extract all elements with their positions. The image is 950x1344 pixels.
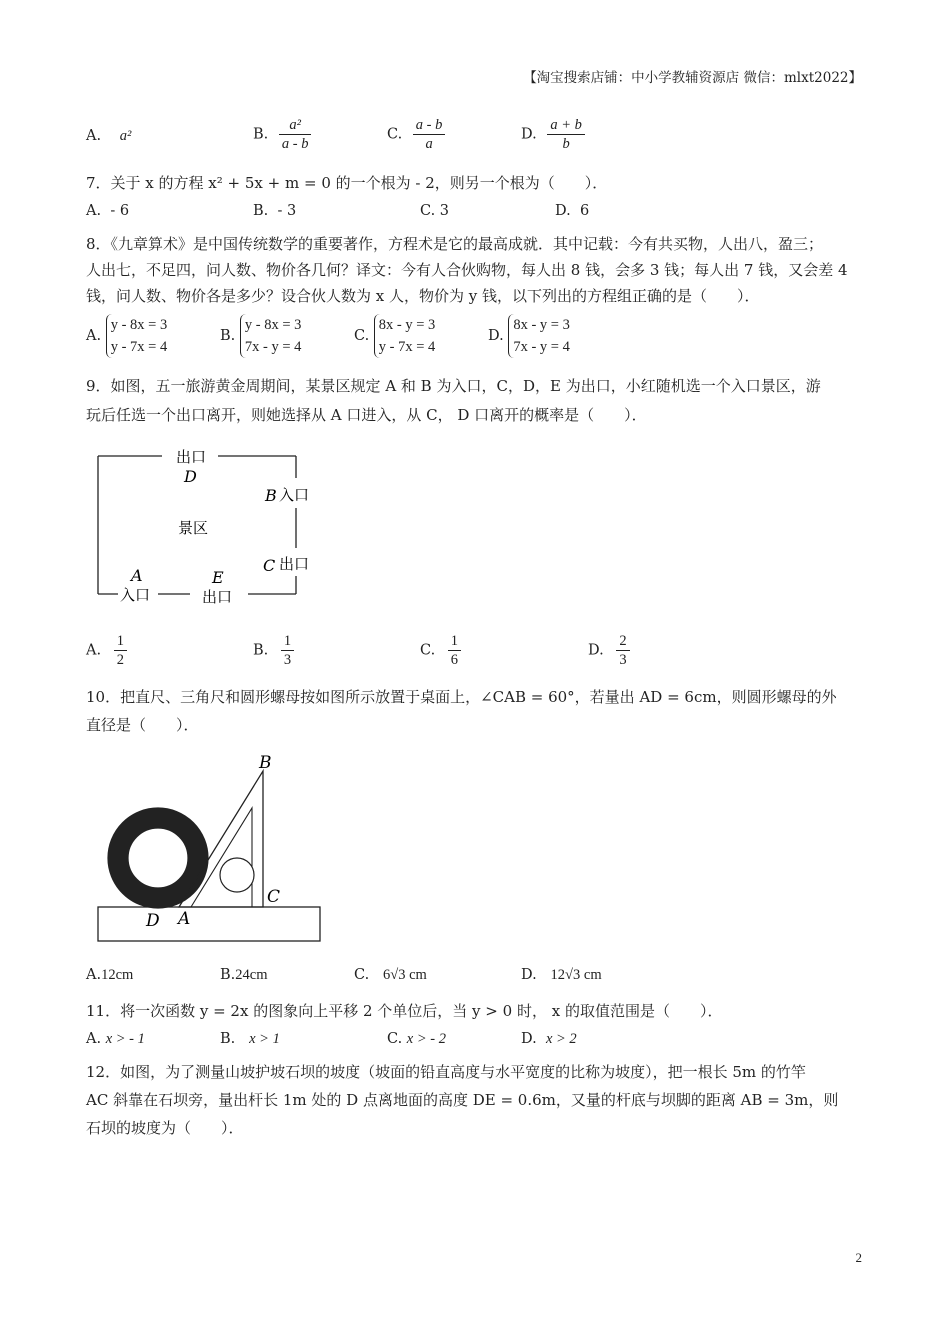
q10-label-D: D [146,911,160,931]
q10-small-circle [220,858,254,892]
q10-line2: 直径是（ ）． [86,716,199,734]
q9-option-b: B. $\frac{1}{3}$ [253,632,294,669]
q9-scenic-area-figure [90,440,330,610]
page-number: 2 [855,1250,862,1265]
q10-label-C: C [267,887,281,907]
q8-line3: 钱，问人数、物价各是多少？设合伙人数为 x 人，物价为 y 钱，以下列出的方程组正确的是（ ）． [86,287,760,305]
q8-option-a: A. y - 8x = 3 y - 7x = 4 [86,314,167,358]
q8-line1: 8．《九章算术》是中国传统数学的重要著作，方程术是它的最高成就．其中记载：今有共买物，人出八，盈三； [86,235,824,253]
q9-option-c: C. $\frac{1}{6}$ [420,632,461,669]
q12-line3: 石坝的坡度为（ ）． [86,1119,244,1137]
q10-label-B: B [259,753,272,773]
q10-ruler [98,907,320,941]
q8-line2: 人出七，不足四，问人数、物价各几何？译文：今有人合伙购物，每人出 8 钱，会多 3 钱；每人出 7 钱，又会差 4 [86,261,848,279]
q9-label-E: E [212,568,224,587]
q7-stem: 7．关于 x 的方程 x² + 5x + m = 0 的一个根为 - 2，则另一个根为（ ）． [86,174,608,192]
q10-label-A: A [178,909,191,929]
q9-label-exit-bottom: 出口 [202,588,233,606]
q8-option-b: B. y - 8x = 3 7x - y = 4 [220,314,301,358]
header-shop-info: 【淘宝搜索店铺：中小学教辅资源店 微信：mlxt2022】 [523,70,862,86]
q9-label-exit-right: 出口 [279,555,310,573]
q10-option-c: C. 6√3 cm [354,967,427,983]
q10-option-a: A.12cm [86,967,134,983]
q9-label-C: C [263,556,276,575]
q9-label-scenic: 景区 [178,519,209,537]
q11-option-b: B. x > 1 [220,1031,280,1047]
q11-option-d: D. x > 2 [521,1031,577,1047]
q9-label-entrance-right: 入口 [279,486,310,504]
q11-stem: 11．将一次函数 y = 2x 的图象向上平移 2 个单位后，当 y > 0 时， x 的取值范围是（ ）． [86,1002,723,1020]
q12-line2: AC 斜靠在石坝旁，量出杆长 1m 处的 D 点离地面的高度 DE = 0.6m，又量的杆底与坝脚的距离 AB = 3m，则 [86,1091,839,1109]
q6-option-b: B. $\frac{\text{a²}}{a - b}$ [253,116,311,153]
q7-option-c: C. 3 [420,203,450,219]
q8-option-c: C. 8x - y = 3 y - 7x = 4 [354,314,435,358]
q9-label-D: D [184,467,197,486]
q9-option-a: A. $\frac{1}{2}$ [86,632,127,669]
q9-line1: 9．如图，五一旅游黄金周期间，某景区规定 A 和 B 为入口，C，D，E 为出口，小红随机选一个入口景区，游 [86,377,821,395]
q9-label-B: B [265,486,277,505]
q9-label-exit-top: 出口 [176,448,207,466]
q12-line1: 12．如图，为了测量山坡护坡石坝的坡度（坡面的铅直高度与水平宽度的比称为坡度），把一根长 5m 的竹竿 [86,1063,806,1081]
q10-ruler-triangle-nut-figure [90,748,330,948]
q9-option-d: D. $\frac{2}{3}$ [588,632,630,669]
q9-line2: 玩后任选一个出口离开，则她选择从 A 口进入，从 C， D 口离开的概率是（ ）． [86,406,647,424]
q6-option-a: A. a² [86,128,132,144]
q6-option-c: C. $\frac{a - b}{a}$ [387,116,445,153]
q10-line1: 10．把直尺、三角尺和圆形螺母按如图所示放置于桌面上，∠CAB = 60°，若量出 AD = 6cm，则圆形螺母的外 [86,688,837,706]
q7-option-b: B. - 3 [253,203,297,219]
q9-label-A: A [131,566,143,585]
q7-option-a: A. - 6 [86,203,130,219]
q10-option-d: D. 12√3 cm [521,967,602,983]
q7-option-d: D. 6 [555,203,590,219]
q10-option-b: B.24cm [220,967,268,983]
q11-option-a: A. x > - 1 [86,1031,145,1047]
q6-option-d: D. $\frac{a + b}{b}$ [521,116,585,153]
q8-option-d: D. 8x - y = 3 7x - y = 4 [488,314,570,358]
q9-label-entrance-bottom: 入口 [120,586,151,604]
q11-option-c: C. x > - 2 [387,1031,446,1047]
